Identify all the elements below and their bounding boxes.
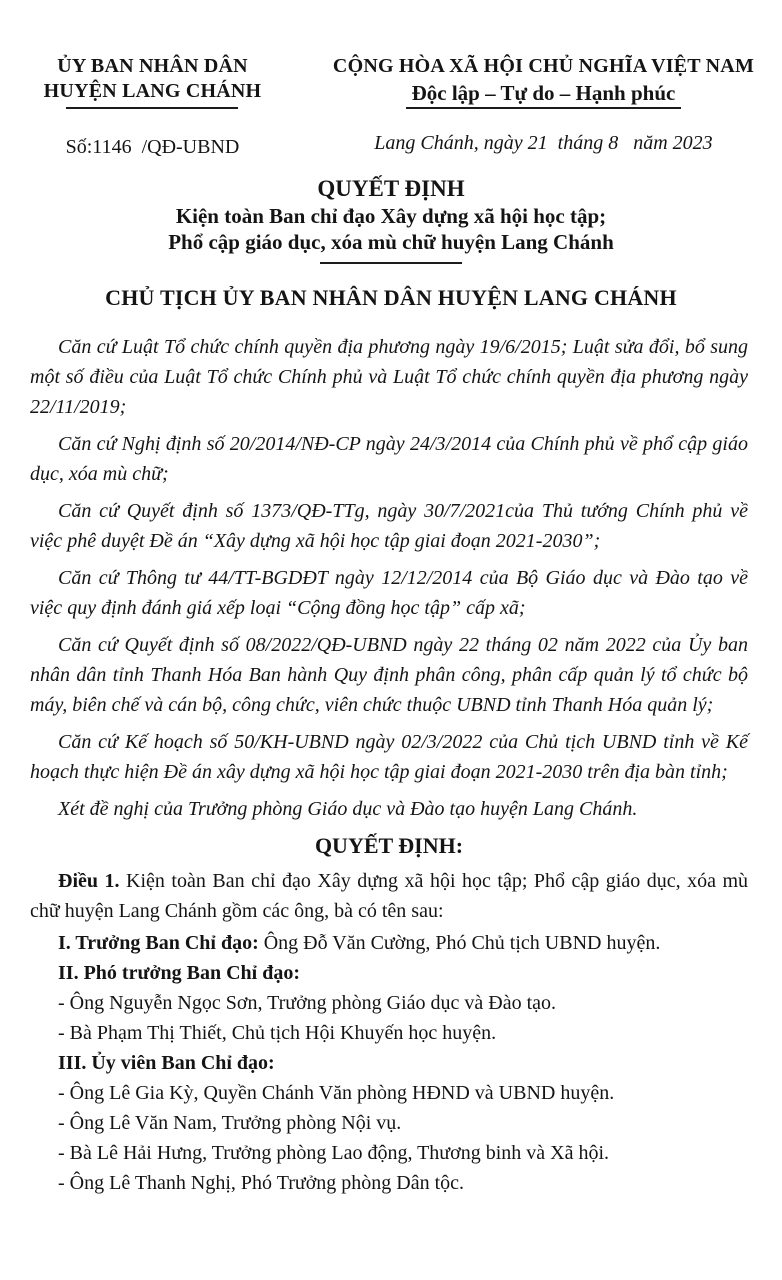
- document-title-block: [0, 175, 782, 311]
- preamble-paragraph: Căn cứ Nghị định số 20/2014/NĐ-CP ngày 24/3/2014 của Chính phủ về phổ cập giáo dục, xóa mù chữ;: [30, 433, 748, 485]
- section-3-label: III. Ủy viên Ban Chỉ đạo:: [58, 1052, 275, 1074]
- document-type-heading: QUYẾT ĐỊNH: [317, 176, 465, 201]
- section-1-text: Ông Đỗ Văn Cường, Phó Chủ tịch UBND huyện.: [263, 932, 661, 954]
- national-motto-text: Độc lập – Tự do – Hạnh phúc: [406, 81, 682, 109]
- document-subtitle-line1: Kiện toàn Ban chỉ đạo Xây dựng xã hội học tập;: [175, 204, 607, 228]
- authority-name-line2: HUYỆN LANG CHÁNH: [43, 80, 262, 102]
- decision-heading: QUYẾT ĐỊNH:: [314, 833, 464, 858]
- article-1-text: Kiện toàn Ban chỉ đạo Xây dựng xã hội học tập; Phổ cập giáo dục, xóa mù chữ huyện Lang Chánh gồm các ông, bà có tên sau:: [30, 870, 749, 922]
- document-subtitle-line2: Phổ cập giáo dục, xóa mù chữ huyện Lang Chánh: [168, 230, 614, 254]
- preamble-paragraph: Căn cứ Quyết định số 08/2022/QĐ-UBND ngày 22 tháng 02 năm 2022 của Ủy ban nhân dân tỉnh Thanh Hóa Ban hành Quy định phân công, phân cấp quản lý tổ chức bộ máy, biên chế và cán bộ, công chức, viên chức thuộc UBND tỉnh Thanh Hóa quản lý;: [30, 634, 748, 716]
- member-line: - Ông Lê Văn Nam, Trưởng phòng Nội vụ.: [58, 1112, 402, 1134]
- article-1-label: Điều 1.: [58, 870, 120, 892]
- place-and-date: Lang Chánh, ngày 21 tháng 8 năm 2023: [374, 132, 713, 154]
- issuer-heading: CHỦ TỊCH ỦY BAN NHÂN DÂN HUYỆN LANG CHÁNH: [105, 285, 677, 310]
- section-1-label: I. Trưởng Ban Chỉ đạo:: [58, 932, 259, 954]
- document-header: [0, 54, 782, 159]
- article-1-paragraph: [30, 866, 748, 926]
- document-number: Số:1146 /QĐ-UBND: [65, 136, 240, 158]
- preamble-paragraph: Căn cứ Luật Tổ chức chính quyền địa phương ngày 19/6/2015; Luật sửa đổi, bổ sung một số điều của Luật Tổ chức Chính phủ và Luật Tổ chức chính quyền địa phương ngày 22/11/2019;: [30, 336, 748, 418]
- national-title: CỘNG HÒA XÃ HỘI CHỦ NGHĨA VIỆT NAM: [332, 55, 755, 77]
- national-header-block: [305, 54, 782, 155]
- member-line: - Bà Lê Hải Hưng, Trưởng phòng Lao động, Thương binh và Xã hội.: [58, 1142, 610, 1164]
- preamble-paragraph: Căn cứ Quyết định số 1373/QĐ-TTg, ngày 30/7/2021của Thủ tướng Chính phủ về việc phê duyệt Đề án “Xây dựng xã hội học tập giai đoạn 2021-2030”;: [30, 500, 748, 552]
- issuing-authority-block: [0, 54, 305, 159]
- preamble-paragraph: Xét đề nghị của Trưởng phòng Giáo dục và Đào tạo huyện Lang Chánh.: [58, 798, 638, 820]
- document-body: [0, 311, 782, 1198]
- authority-underline: [66, 107, 238, 109]
- preamble-paragraph: Căn cứ Kế hoạch số 50/KH-UBND ngày 02/3/2022 của Chủ tịch UBND tỉnh về Kế hoạch thực hiện Đề án xây dựng xã hội học tập giai đoạn 2021-2030 trên địa bàn tỉnh;: [30, 731, 748, 783]
- member-line: - Ông Lê Thanh Nghị, Phó Trưởng phòng Dân tộc.: [58, 1172, 465, 1194]
- member-line: - Ông Lê Gia Kỳ, Quyền Chánh Văn phòng HĐND và UBND huyện.: [58, 1082, 615, 1104]
- authority-name-line1: ỦY BAN NHÂN DÂN: [57, 55, 248, 77]
- preamble-paragraph: Căn cứ Thông tư 44/TT-BGDĐT ngày 12/12/2014 của Bộ Giáo dục và Đào tạo về việc quy định đánh giá xếp loại “Cộng đồng học tập” cấp xã;: [30, 567, 748, 619]
- national-motto: [305, 80, 782, 107]
- title-divider-rule: [320, 262, 462, 264]
- section-2-label: II. Phó trưởng Ban Chỉ đạo:: [58, 962, 301, 984]
- section-1-line: [58, 928, 748, 958]
- member-line: - Bà Phạm Thị Thiết, Chủ tịch Hội Khuyến học huyện.: [58, 1022, 497, 1044]
- member-line: - Ông Nguyễn Ngọc Sơn, Trưởng phòng Giáo dục và Đào tạo.: [58, 992, 557, 1014]
